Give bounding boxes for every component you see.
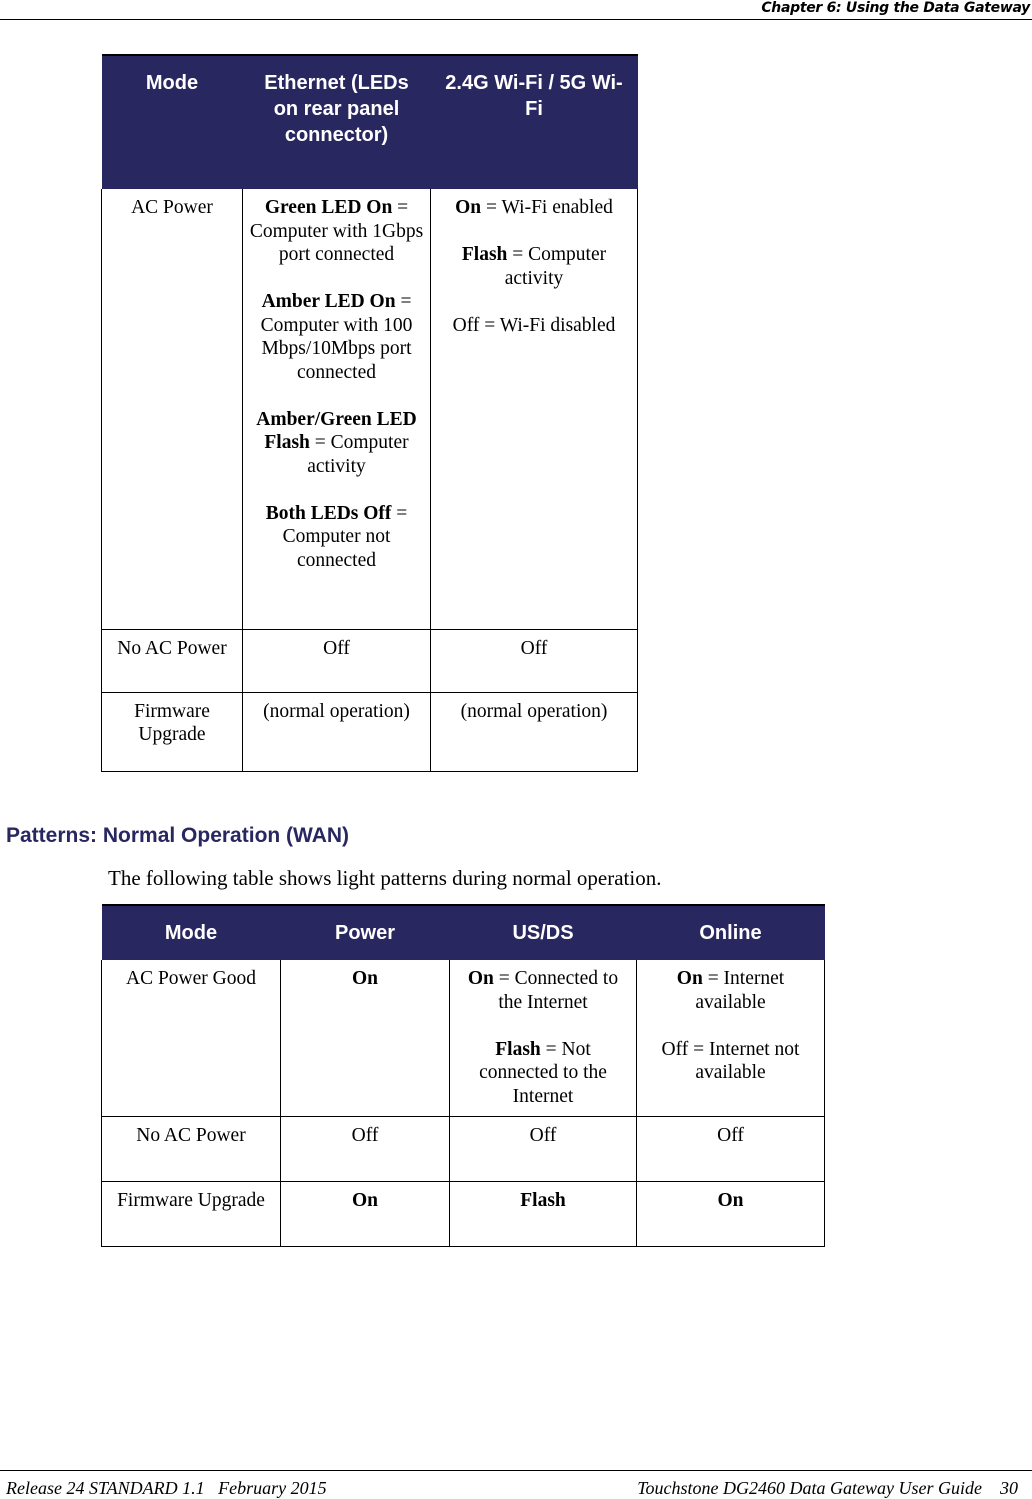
led-desc: Off = Wi-Fi disabled <box>452 314 616 336</box>
page-number: 30 <box>1000 1478 1018 1498</box>
table-row <box>102 1182 825 1247</box>
section-intro: The following table shows light patterns during normal operation. <box>108 866 662 890</box>
cell-mode: No AC Power <box>102 629 243 692</box>
cell-ethernet: Off <box>243 629 431 692</box>
table-row <box>102 692 638 771</box>
chapter-title: Chapter 6: Using the Data Gateway <box>761 0 1030 16</box>
cell-mode: AC Power Good <box>102 960 281 1117</box>
led-desc: On = Wi-Fi enabled <box>455 197 613 218</box>
cell-online: Off <box>637 1117 825 1182</box>
led-desc: Green LED On = Computer with 1Gbps port connected <box>249 197 424 265</box>
cell-wifi: (normal operation) <box>431 692 638 771</box>
footer-guide-title <box>637 1478 1018 1499</box>
led-desc: On = Connected to the Internet <box>467 968 619 1013</box>
footer-divider <box>0 1470 1032 1471</box>
column-header-mode: Mode <box>102 905 281 960</box>
cell-wifi: Off <box>431 629 638 692</box>
column-header-usds: US/DS <box>450 905 637 960</box>
cell-ethernet <box>243 189 431 629</box>
table-row <box>102 1117 825 1182</box>
cell-power: On <box>281 960 450 1117</box>
header-divider <box>0 19 1032 20</box>
cell-usds: Flash <box>450 1182 637 1247</box>
table-row <box>102 189 638 629</box>
led-desc: Flash = Not connected to the Internet <box>479 1038 607 1107</box>
footer-guide-name: Touchstone DG2460 Data Gateway User Guide <box>637 1478 982 1498</box>
cell-mode: No AC Power <box>102 1117 281 1182</box>
footer-release: Release 24 STANDARD 1.1 February 2015 <box>6 1478 327 1498</box>
led-desc: Amber LED On = Computer with 100 Mbps/10Mbps port connected <box>260 291 413 383</box>
cell-wifi <box>431 189 638 629</box>
led-desc: On = Internet available <box>676 968 785 1013</box>
cell-online <box>637 960 825 1117</box>
cell-usds: Off <box>450 1117 637 1182</box>
table-row <box>102 629 638 692</box>
cell-mode: Firmware Upgrade <box>102 1182 281 1247</box>
wan-led-table <box>101 904 825 1247</box>
led-desc: Flash = Computer activity <box>461 244 607 289</box>
led-desc: Amber/Green LED Flash = Computer activity <box>256 408 417 477</box>
cell-mode: AC Power <box>102 189 243 629</box>
cell-online: On <box>637 1182 825 1247</box>
led-desc: Both LEDs Off = Computer not connected <box>265 502 408 571</box>
lan-led-table <box>101 54 638 772</box>
cell-mode: Firmware Upgrade <box>102 692 243 771</box>
cell-power: On <box>281 1182 450 1247</box>
column-header-power: Power <box>281 905 450 960</box>
column-header-mode: Mode <box>102 55 243 189</box>
table-row <box>102 960 825 1117</box>
cell-usds <box>450 960 637 1117</box>
column-header-online: Online <box>637 905 825 960</box>
column-header-ethernet: Ethernet (LEDs on rear panel connector) <box>243 55 431 189</box>
cell-power: Off <box>281 1117 450 1182</box>
column-header-wifi: 2.4G Wi-Fi / 5G Wi-Fi <box>431 55 638 189</box>
led-desc: Off = Internet not available <box>661 1038 800 1083</box>
cell-ethernet: (normal operation) <box>243 692 431 771</box>
section-heading: Patterns: Normal Operation (WAN) <box>6 824 350 847</box>
